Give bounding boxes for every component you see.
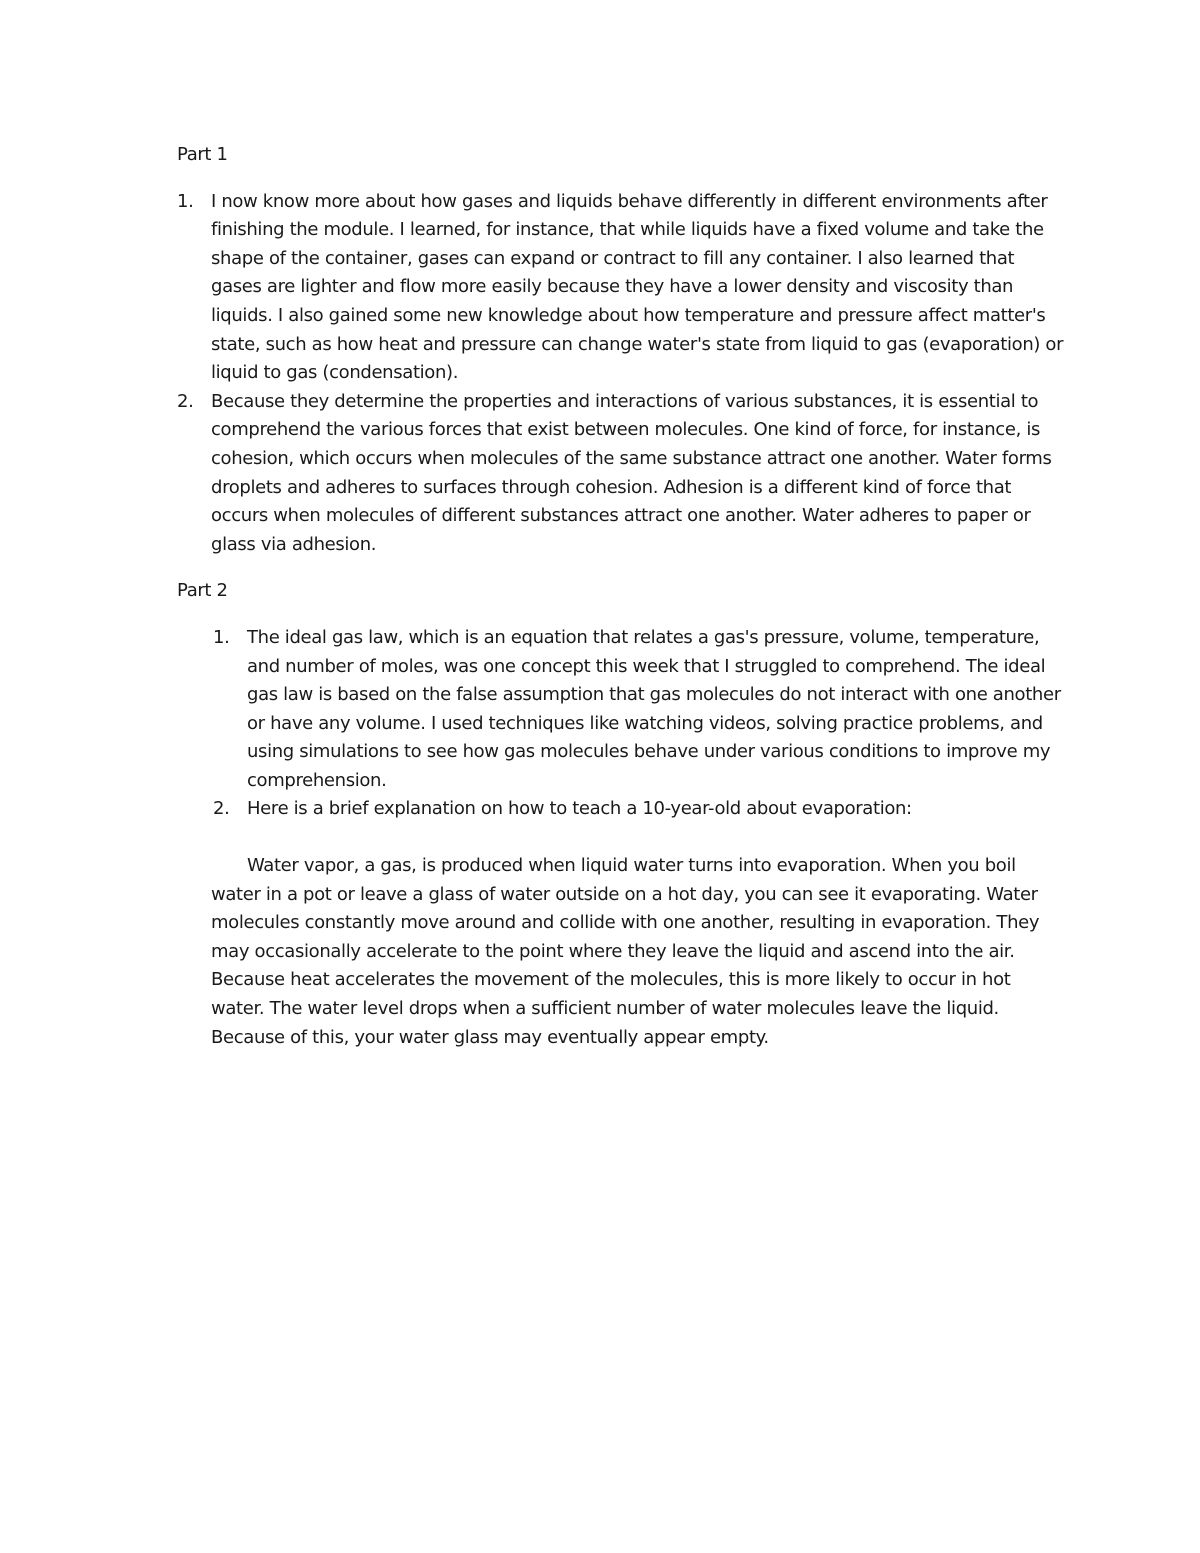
- part-1-item-2-number: 2.: [177, 390, 194, 412]
- part-2-item-1-number: 1.: [213, 626, 230, 648]
- part-1-item-2-text: Because they determine the properties and interactions of various substances, it is essential to comprehend the various forces that exist between molecules. One kind of force, for instance, is cohesion, which occurs when molecules of the same substance attract one another. Water forms droplets and adheres to surfaces through cohesion. Adhesion is a different kind of force that occurs when molecules of different substances attract one another. Water adheres to paper or glass via adhesion.: [211, 390, 1052, 555]
- part-2-item-1-text: The ideal gas law, which is an equation that relates a gas's pressure, volume, temperature, and number of moles, was one concept this week that I struggled to comprehend. The ideal gas law is based on the false assumption that gas molecules do not interact with one another or have any volume. I used techniques like watching videos, solving practice problems, and using simulations to see how gas molecules behave under various conditions to improve my comprehension.: [247, 626, 1061, 791]
- evaporation-explanation: Water vapor, a gas, is produced when liquid water turns into evaporation. When you boil water in a pot or leave a glass of water outside on a hot day, you can see it evaporating. Water molecules constantly move around and collide with one another, resulting in evaporation. They may occasionally accelerate to the point where they leave the liquid and ascend into the air. Because heat accelerates the movement of the molecules, this is more likely to occur in hot water. The water level drops when a sufficient number of water molecules leave the liquid. Because of this, your water glass may eventually appear empty.: [211, 855, 1040, 1048]
- part-1-item-2: [177, 388, 1067, 560]
- part-1-item-1-number: 1.: [177, 190, 194, 212]
- document-body: [177, 141, 1067, 1052]
- part-2-item-2: [177, 795, 1067, 824]
- part-1-item-1: [177, 188, 1067, 388]
- part-1-item-1-text: I now know more about how gases and liquids behave differently in different environments after finishing the module. I learned, for instance, that while liquids have a fixed volume and take the shape of the container, gases can expand or contract to fill any container. I also learned that gases are lighter and flow more easily because they have a lower density and viscosity than liquids. I also gained some new knowledge about how temperature and pressure affect matter's state, such as how heat and pressure can change water's state from liquid to gas (evaporation) or liquid to gas (condensation).: [211, 190, 1064, 384]
- part-2-item-1: [177, 624, 1067, 796]
- part-2-list: [177, 624, 1067, 824]
- part-1-list: [177, 188, 1067, 560]
- part-2-item-2-text: Here is a brief explanation on how to teach a 10-year-old about evaporation:: [247, 798, 912, 820]
- part-1-heading: Part 1: [177, 144, 228, 165]
- part-2-heading: Part 2: [177, 580, 228, 602]
- part-2-item-2-number: 2.: [213, 798, 230, 820]
